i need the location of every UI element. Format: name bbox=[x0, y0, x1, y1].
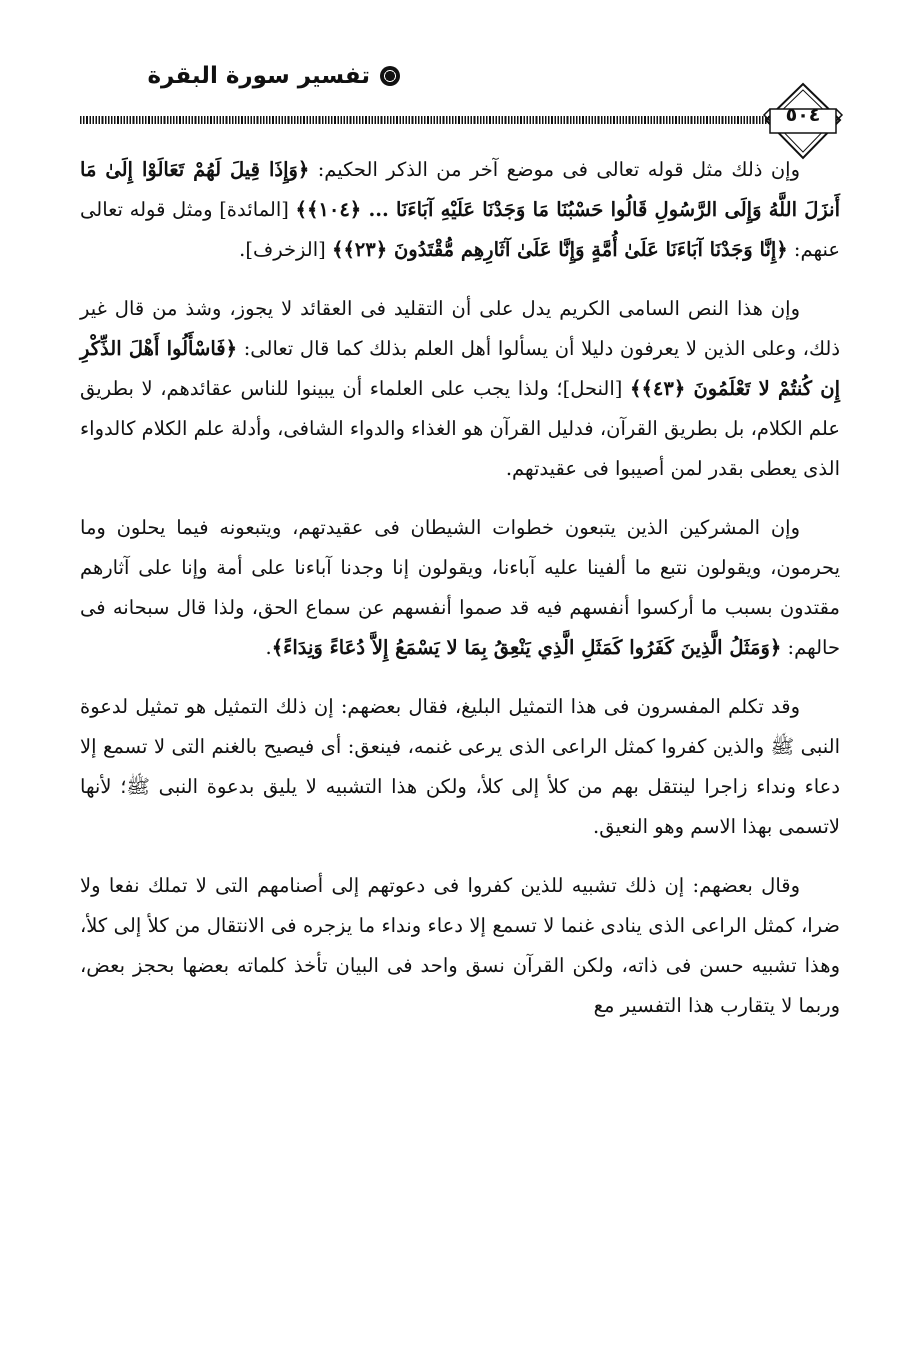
text-run: . bbox=[265, 636, 272, 659]
text-run: [النحل]؛ ولذا يجب على العلماء أن يبينوا للناس عقائدهم، لا بطريق علم الكلام، بل بطريق القرآن، فدليل القرآن هو الغذاء والدواء الشافى، وأدلة علم الكلام كالدواء الذى يعطى بقدر لمن أصيبوا فى عقيدتهم. bbox=[80, 377, 840, 480]
paragraph bbox=[80, 289, 840, 489]
text-run: [الزخرف]. bbox=[239, 238, 332, 261]
header-title: تفسير سورة البقرة bbox=[147, 63, 370, 89]
running-header bbox=[80, 56, 400, 96]
header-rule bbox=[80, 116, 770, 124]
text-run: وإن ذلك مثل قوله تعالى فى موضع آخر من الذكر الحكيم: bbox=[309, 158, 800, 181]
rosette-ornament-icon bbox=[380, 66, 400, 86]
quran-verse: ﴿إِنَّا وَجَدْنَا آبَاءَنَا عَلَىٰ أُمَّةٍ وَإِنَّا عَلَىٰ آثَارِهِم مُّقْتَدُونَ ﴿٢٣﴾﴾ bbox=[331, 238, 788, 261]
quran-verse: ﴿فَاسْأَلُوا أَهْلَ الذِّكْرِ إِن كُنتُمْ لا تَعْلَمُونَ ﴿٤٣﴾﴾ bbox=[80, 337, 840, 400]
paragraph bbox=[80, 150, 840, 270]
text-run: وإن المشركين الذين يتبعون خطوات الشيطان فى عقيدتهم، ويتبعونه فيما يحلون وما يحرمون، ويقولون نتبع ما ألفينا عليه آباءنا، ويقولون إنا وجدنا آباءنا على أمة وإنا على آثارهم مقتدون بسبب ما أركسوا أنفسهم فيه قد صموا أنفسهم عن سماع الحق، ولذا قال سبحانه فى حالهم: bbox=[80, 516, 840, 659]
paragraph bbox=[80, 508, 840, 668]
text-run: [المائدة] ومثل قوله تعالى عنهم: bbox=[80, 198, 840, 261]
page-number: ٥٠٤ bbox=[785, 104, 821, 126]
page-number-badge bbox=[762, 82, 844, 160]
quran-verse: ﴿وَمَثَلُ الَّذِينَ كَفَرُوا كَمَثَلِ الَّذِي يَنْعِقُ بِمَا لا يَسْمَعُ إِلاَّ دُعَاءً وَنِدَاءً﴾ bbox=[271, 636, 782, 659]
text-run: وقال بعضهم: إن ذلك تشبيه للذين كفروا فى دعوتهم إلى أصنامهم التى لا تملك نفعا ولا ضرا، كمثل الراعى الذى ينادى غنما لا تسمع إلا دعاء ونداء ما يزجره فى الانتقال من كلأ إلى كلأ، وهذا تشبيه حسن فى ذاته، ولكن القرآن نسق واحد فى البيان تأخذ كلماته بعضها بحجز بعض، وربما لا يتقارب هذا التفسير مع bbox=[80, 874, 840, 1017]
text-run: وإن هذا النص السامى الكريم يدل على أن التقليد فى العقائد لا يجوز، وشذ من قال غير ذلك، وعلى الذين لا يعرفون دليلا أن يسألوا أهل العلم بذلك كما قال تعالى: bbox=[80, 297, 840, 360]
quran-verse: ﴿وَإِذَا قِيلَ لَهُمْ تَعَالَوْا إِلَىٰ مَا أَنزَلَ اللَّهُ وَإِلَى الرَّسُولِ قَالُوا حَسْبُنَا مَا وَجَدْنَا عَلَيْهِ آبَاءَنَا ... ﴿١٠٤﴾﴾ bbox=[80, 158, 840, 221]
paragraph bbox=[80, 866, 840, 1026]
paragraph bbox=[80, 687, 840, 847]
text-run: وقد تكلم المفسرون فى هذا التمثيل البليغ، فقال بعضهم: إن ذلك التمثيل هو تمثيل لدعوة النبى ﷺ والذين كفروا كمثل الراعى الذى يرعى غنمه، فينعق: أى فيصيح بالغنم التى لا تسمع إلا دعاء ونداء زاجرا لينتقل بهم من كلأ إلى كلأ، ولكن هذا التشبيه لا يليق بدعوة النبى ﷺ؛ لأنها لاتسمى بهذا الاسم وهو النعيق. bbox=[80, 695, 840, 838]
body-text bbox=[80, 150, 840, 1045]
